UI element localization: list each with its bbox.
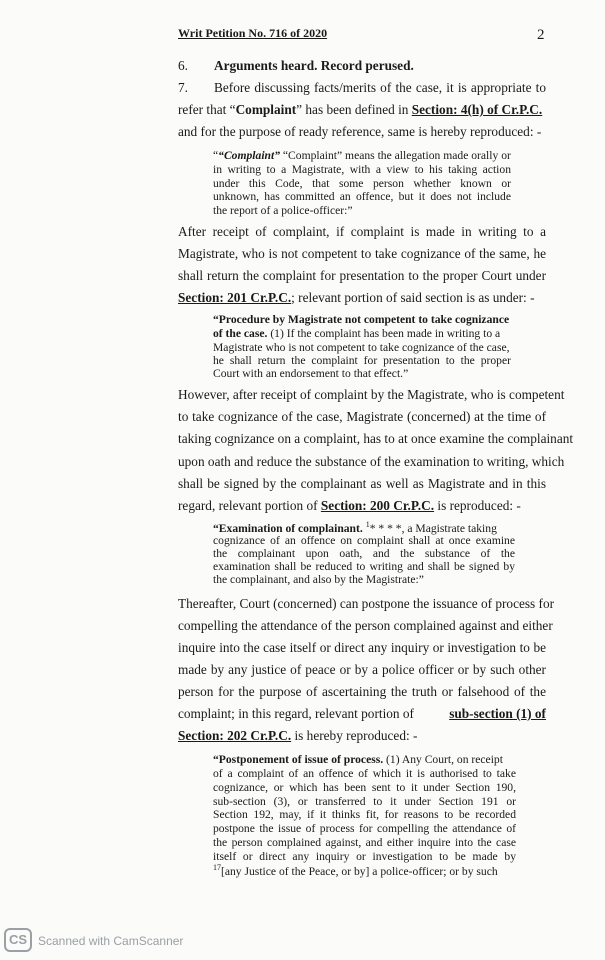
quote-3-line-3: the complainant upon oath, and the substance of the (213, 547, 515, 560)
quote-4-line-2: of a complaint of an offence of which it is authorised to take (213, 767, 516, 780)
quote-4-line-8: itself or direct any inquiry or investigation to be made by (213, 850, 516, 863)
para-10-line-1: Thereafter, Court (concerned) can postpone the issuance of process for (178, 596, 555, 611)
quote-1-line-3: under this Code, that some person whether known or (213, 177, 511, 190)
quote-1-line-2: in writing to a Magistrate, with a view to his taking action (213, 163, 511, 176)
section-4h-reference: Section: 4(h) of Cr.P.C. (411, 102, 543, 117)
section-201-reference: Section: 201 Cr.P.C. (178, 290, 292, 305)
para-7-line-2: refer that “Complaint” has been defined in Section: 4(h) of Cr.P.C. (178, 102, 543, 117)
term-complaint: Complaint (235, 102, 297, 117)
quote-2-line-3: Magistrate who is not competent to take cognizance of the case, (213, 341, 510, 354)
quote-4-line-3: cognizance, or which has been sent to it under Section 190, (213, 781, 516, 794)
para-7-line-1: Before discussing facts/merits of the case, it is appropriate to (214, 80, 546, 95)
camscanner-logo-icon: CS (4, 928, 32, 952)
quote-1-line-5: the report of a police-officer:” (213, 204, 353, 217)
quote-1-line-4: unknown, has committed an offence, but it does not include (213, 190, 511, 203)
quote-2-line-2: of the case. (1) If the complaint has been made in writing to a (213, 327, 501, 340)
quote-3-line-2: cognizance of an offence on complaint shall at once examine (213, 534, 515, 547)
para-8-line-2: Magistrate, who is not competent to take cognizance of the same, he (178, 246, 546, 261)
para-10-line-2: compelling the attendance of the person complained against and either (178, 618, 553, 633)
para-6-text: Arguments heard. Record perused. (214, 58, 414, 73)
quote-2-line-1: “Procedure by Magistrate not competent to take cognizance (213, 313, 510, 326)
para-9-line-2: to take cognizance of the case, Magistrate (concerned) at the time of (178, 409, 546, 424)
para-10-line-6: complaint; in this regard, relevant portion of sub-section (1) of (178, 706, 546, 721)
para-9-line-4: upon oath and reduce the substance of the examination to writing, which (178, 454, 565, 469)
camscanner-watermark (4, 928, 184, 954)
para-6-number: 6. (178, 58, 188, 73)
para-8-line-3: shall return the complaint for presentation to the proper Court under (178, 268, 546, 283)
para-7-number: 7. (178, 80, 188, 95)
quote-4-line-5: Section 192, may, if it thinks fit, for reasons to be recorded (213, 808, 516, 821)
quote-2-line-4: he shall return the complaint for presentation to the proper (213, 354, 511, 367)
quote-3-line-1: “Examination of complainant. $^1$* * * *, a Magistrate taking (213, 520, 497, 535)
quote-3-line-4: examination shall be reduced to writing and shall be signed by (213, 560, 515, 573)
quote-4-line-9: $^{17}$[any Justice of the Peace, or by] a police-officer; or by such (213, 863, 498, 878)
camscanner-text: Scanned with CamScanner (38, 934, 184, 948)
para-8-line-4: Section: 201 Cr.P.C.; relevant portion of said section is as under: - (178, 290, 535, 305)
para-10-line-3: inquire into the case itself or direct any inquiry or investigation to be (178, 640, 546, 655)
quote-4-line-6: postpone the issue of process for compelling the attendance of (213, 822, 516, 835)
para-10-line-4: made by any justice of peace or by a police officer or by such other (178, 662, 546, 677)
para-9-line-5: shall be signed by the complainant as well as Magistrate and in this (178, 476, 546, 491)
para-9-line-6: regard, relevant portion of Section: 200 Cr.P.C. is reproduced: - (178, 498, 521, 513)
para-8-line-1: After receipt of complaint, if complaint is made in writing to a (178, 224, 546, 239)
para-9-line-1: However, after receipt of complaint by the Magistrate, who is competent (178, 387, 565, 402)
quote-4-line-1: “Postponement of issue of process. (1) Any Court, on receipt (213, 753, 503, 766)
para-10-line-7: Section: 202 Cr.P.C. is hereby reproduced: - (178, 728, 418, 743)
quote-2-line-5: Court with an endorsement to that effect.” (213, 367, 409, 380)
section-200-reference: Section: 200 Cr.P.C. (320, 498, 435, 513)
quote-3-line-5: the complainant, and also by the Magistrate:” (213, 573, 424, 586)
document-header-title: Writ Petition No. 716 of 2020 (178, 26, 328, 40)
para-9-line-3: taking cognizance on a complaint, has to at once examine the complainant (178, 431, 574, 446)
section-202-reference: Section: 202 Cr.P.C. (178, 728, 292, 743)
para-7-line-3: and for the purpose of ready reference, same is hereby reproduced: - (178, 124, 542, 139)
quote-4-line-7: the person complained against, and either inquire into the case (213, 836, 516, 849)
subsection-1-reference: sub-section (1) of (449, 706, 546, 721)
quote-4-line-4: sub-section (3), or transferred to it under Section 191 or (213, 795, 516, 808)
page-number: 2 (537, 27, 545, 43)
para-10-line-5: person for the purpose of ascertaining the truth or falsehood of the (178, 684, 546, 699)
quote-1-line-1: ““Complaint” “Complaint” means the allegation made orally or (213, 149, 511, 162)
